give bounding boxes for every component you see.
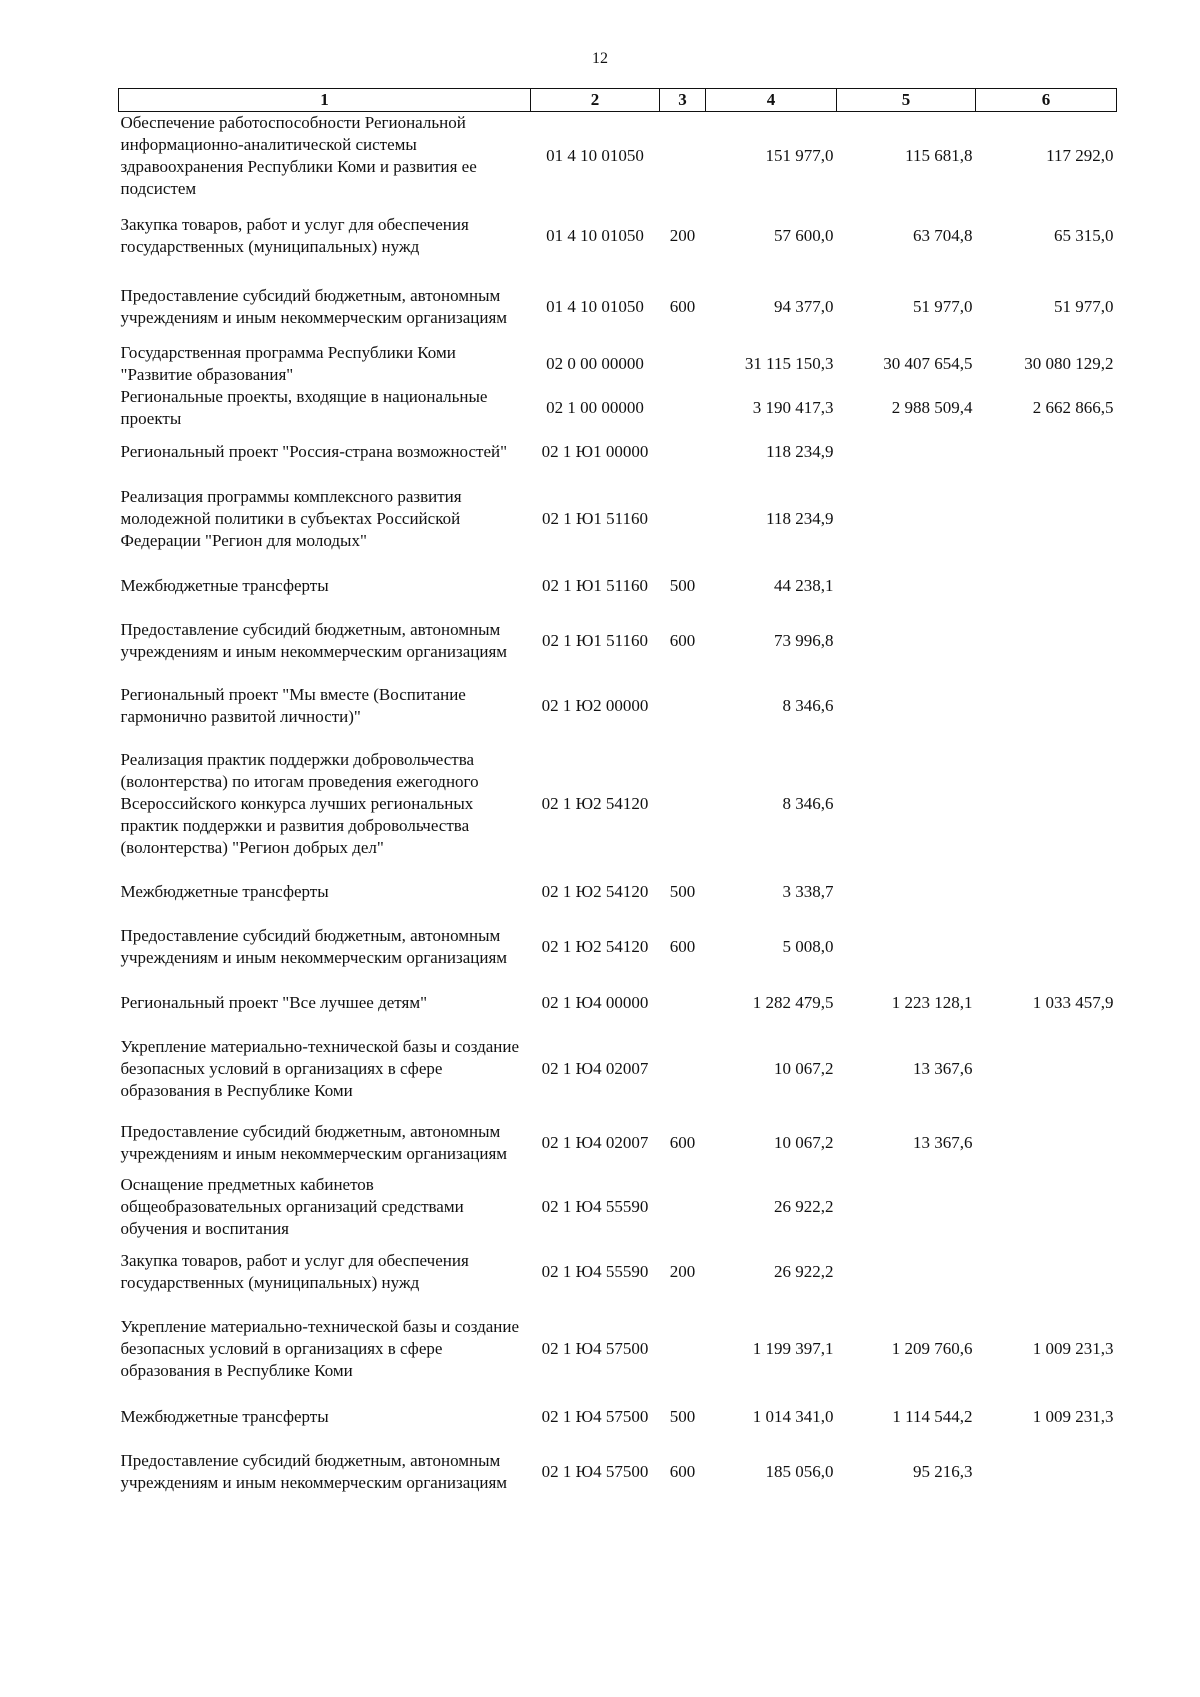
row-value-col5 [837, 674, 976, 738]
row-value-col6 [976, 674, 1117, 738]
row-value-col4: 1 199 397,1 [752, 1339, 834, 1358]
row-value-col5: 1 114 544,2 [892, 1407, 973, 1426]
row-code: 02 1 Ю2 54120 [541, 937, 649, 956]
row-value-col5: 51 977,0 [913, 297, 973, 316]
column-header-1: 1 [119, 89, 531, 112]
row-name: Реализация практик поддержки добровольчества (волонтерства) по итогам проведения ежегодного Всероссийского конкурса лучших региональных практик поддержки и развития добровольчества (волонтерства) "Регион добрых дел" [120, 750, 479, 857]
row-name: Обеспечение работоспособности Региональной информационно-аналитической системы здравоохранения Республики Коми и развития ее подсистем [120, 113, 477, 198]
row-value-col4: 3 338,7 [782, 882, 834, 901]
row-expense-type: 500 [669, 576, 696, 595]
row-expense-type: 200 [669, 1262, 696, 1281]
row-name: Региональный проект "Мы вместе (Воспитание гармонично развитой личности)" [120, 685, 466, 726]
row-code: 02 1 Ю4 00000 [541, 993, 649, 1012]
row-value-col6 [976, 430, 1117, 474]
row-name: Предоставление субсидий бюджетным, автономным учреждениям и иным некоммерческим организациям [120, 926, 508, 967]
column-header-2: 2 [531, 89, 660, 112]
row-expense-type: 500 [669, 882, 696, 901]
row-name: Государственная программа Республики Коми "Развитие образования" [120, 343, 456, 384]
row-value-col5 [837, 474, 976, 564]
table-row [119, 272, 1117, 342]
table-row [119, 474, 1117, 564]
row-expense-type [660, 342, 706, 386]
row-value-col6 [976, 1440, 1117, 1504]
row-code: 02 0 00 00000 [546, 354, 644, 373]
row-value-col5: 115 681,8 [905, 146, 973, 165]
row-name: Реализация программы комплексного развития молодежной политики в субъектах Российской Федерации "Регион для молодых" [120, 487, 462, 550]
row-name: Предоставление субсидий бюджетным, автономным учреждениям и иным некоммерческим организациям [120, 286, 508, 327]
row-code: 01 4 10 01050 [546, 297, 644, 316]
row-value-col5 [837, 564, 976, 608]
table-row [119, 1394, 1117, 1440]
row-expense-type [660, 1304, 706, 1394]
row-value-col5 [837, 608, 976, 674]
row-value-col6: 1 033 457,9 [1032, 993, 1114, 1012]
table-row [119, 1240, 1117, 1304]
row-value-col6 [976, 564, 1117, 608]
row-value-col5: 1 223 128,1 [891, 993, 973, 1012]
row-code: 02 1 Ю2 00000 [541, 696, 649, 715]
row-value-col4: 10 067,2 [774, 1059, 834, 1078]
row-value-col5: 13 367,6 [913, 1133, 973, 1152]
row-value-col4: 8 346,6 [782, 696, 834, 715]
row-code: 02 1 Ю2 54120 [541, 794, 649, 813]
row-value-col4: 1 282 479,5 [752, 993, 834, 1012]
row-value-col6 [976, 914, 1117, 980]
row-code: 02 1 Ю4 55590 [541, 1262, 649, 1281]
table-row [119, 430, 1117, 474]
row-name: Межбюджетные трансферты [120, 882, 329, 901]
row-expense-type [660, 474, 706, 564]
table-row [119, 386, 1117, 430]
row-value-col5: 63 704,8 [913, 226, 973, 245]
row-value-col5: 13 367,6 [913, 1059, 973, 1078]
row-name: Межбюджетные трансферты [120, 1407, 329, 1426]
row-expense-type: 200 [669, 226, 696, 245]
row-value-col6 [976, 1026, 1117, 1112]
row-code: 02 1 Ю2 54120 [541, 882, 649, 901]
row-name: Предоставление субсидий бюджетным, автономным учреждениям и иным некоммерческим организациям [120, 1451, 508, 1492]
table-row [119, 1112, 1117, 1174]
row-value-col4: 8 346,6 [782, 794, 834, 813]
row-expense-type: 600 [669, 937, 696, 956]
row-value-col6 [976, 1240, 1117, 1304]
row-name: Предоставление субсидий бюджетным, автономным учреждениям и иным некоммерческим организациям [120, 620, 508, 661]
row-value-col4: 26 922,2 [774, 1197, 834, 1216]
row-value-col5: 95 216,3 [913, 1462, 973, 1481]
row-value-col4: 185 056,0 [765, 1462, 834, 1481]
row-value-col4: 44 238,1 [774, 576, 834, 595]
row-expense-type [660, 980, 706, 1026]
row-value-col5 [837, 1174, 976, 1240]
column-header-3: 3 [660, 89, 706, 112]
row-name: Региональные проекты, входящие в национальные проекты [120, 387, 488, 428]
table-row [119, 112, 1117, 201]
page-number: 12 [592, 50, 608, 67]
row-value-col5 [837, 738, 976, 870]
row-expense-type [660, 1174, 706, 1240]
row-value-col4: 1 014 341,0 [752, 1407, 834, 1426]
row-value-col5 [837, 430, 976, 474]
row-expense-type [660, 386, 706, 430]
row-value-col5 [837, 1240, 976, 1304]
row-value-col6: 2 662 866,5 [1032, 398, 1114, 417]
row-code: 01 4 10 01050 [546, 226, 644, 245]
row-code: 02 1 Ю4 57500 [541, 1407, 649, 1426]
column-header-6: 6 [976, 89, 1117, 112]
row-name: Закупка товаров, работ и услуг для обеспечения государственных (муниципальных) нужд [120, 1251, 469, 1292]
table-row [119, 1304, 1117, 1394]
row-name: Оснащение предметных кабинетов общеобразовательных организаций средствами обучения и воспитания [120, 1175, 464, 1238]
row-value-col6 [976, 474, 1117, 564]
table-row [119, 200, 1117, 272]
row-code: 02 1 Ю4 55590 [541, 1197, 649, 1216]
row-value-col5: 2 988 509,4 [891, 398, 973, 417]
row-value-col6 [976, 1174, 1117, 1240]
row-code: 02 1 Ю1 51160 [541, 631, 649, 650]
row-value-col5 [837, 870, 976, 914]
row-expense-type: 600 [669, 297, 696, 316]
row-code: 02 1 Ю1 51160 [541, 576, 649, 595]
row-expense-type: 600 [669, 1133, 696, 1152]
table-row [119, 674, 1117, 738]
row-expense-type: 600 [669, 1462, 696, 1481]
row-name: Межбюджетные трансферты [120, 576, 329, 595]
row-expense-type [660, 738, 706, 870]
row-expense-type [660, 430, 706, 474]
row-code: 02 1 Ю4 57500 [541, 1462, 649, 1481]
table-row [119, 870, 1117, 914]
row-value-col6: 30 080 129,2 [1024, 354, 1114, 373]
table-row [119, 564, 1117, 608]
row-code: 01 4 10 01050 [546, 146, 644, 165]
row-value-col6: 65 315,0 [1054, 226, 1114, 245]
table-row [119, 1440, 1117, 1504]
row-value-col4: 5 008,0 [782, 937, 834, 956]
table-row [119, 914, 1117, 980]
row-code: 02 1 Ю4 57500 [541, 1339, 649, 1358]
row-value-col4: 3 190 417,3 [752, 398, 834, 417]
row-code: 02 1 Ю4 02007 [541, 1059, 649, 1078]
row-value-col4: 26 922,2 [774, 1262, 834, 1281]
row-value-col6: 117 292,0 [1046, 146, 1114, 165]
row-expense-type [660, 674, 706, 738]
header-row [119, 89, 1117, 112]
row-name: Региональный проект "Все лучшее детям" [120, 993, 428, 1012]
row-value-col4: 10 067,2 [774, 1133, 834, 1152]
table-row [119, 342, 1117, 386]
row-code: 02 1 00 00000 [546, 398, 644, 417]
row-name: Укрепление материально-технической базы и создание безопасных условий в организациях в сфере образования в Республике Коми [120, 1037, 520, 1100]
row-value-col6: 1 009 231,3 [1032, 1339, 1114, 1358]
row-expense-type: 500 [669, 1407, 696, 1426]
table-row [119, 608, 1117, 674]
row-value-col6 [976, 1112, 1117, 1174]
row-code: 02 1 Ю1 51160 [541, 509, 649, 528]
table-body [119, 112, 1117, 1505]
row-code: 02 1 Ю4 02007 [541, 1133, 649, 1152]
budget-table [118, 88, 1117, 1504]
row-name: Региональный проект "Россия-страна возможностей" [120, 442, 508, 461]
table-row [119, 980, 1117, 1026]
table-header [119, 89, 1117, 112]
column-header-4: 4 [706, 89, 837, 112]
row-name: Закупка товаров, работ и услуг для обеспечения государственных (муниципальных) нужд [120, 215, 469, 256]
row-name: Предоставление субсидий бюджетным, автономным учреждениям и иным некоммерческим организациям [120, 1122, 508, 1163]
row-value-col6 [976, 870, 1117, 914]
table-row [119, 1026, 1117, 1112]
row-value-col4: 73 996,8 [774, 631, 834, 650]
row-value-col6 [976, 738, 1117, 870]
table-row [119, 1174, 1117, 1240]
row-value-col6 [976, 608, 1117, 674]
row-expense-type [660, 112, 706, 201]
row-value-col5: 1 209 760,6 [891, 1339, 973, 1358]
row-name: Укрепление материально-технической базы и создание безопасных условий в организациях в сфере образования в Республике Коми [120, 1317, 520, 1380]
row-value-col4: 118 234,9 [766, 509, 834, 528]
column-header-5: 5 [837, 89, 976, 112]
row-value-col4: 57 600,0 [774, 226, 834, 245]
row-value-col4: 151 977,0 [765, 146, 834, 165]
row-expense-type [660, 1026, 706, 1112]
row-value-col6: 1 009 231,3 [1032, 1407, 1114, 1426]
row-expense-type: 600 [669, 631, 696, 650]
table-row [119, 738, 1117, 870]
row-value-col4: 31 115 150,3 [744, 354, 834, 373]
row-value-col4: 118 234,9 [766, 442, 834, 461]
row-code: 02 1 Ю1 00000 [541, 442, 649, 461]
row-value-col5 [837, 914, 976, 980]
row-value-col5: 30 407 654,5 [883, 354, 973, 373]
row-value-col4: 94 377,0 [774, 297, 834, 316]
row-value-col6: 51 977,0 [1054, 297, 1114, 316]
